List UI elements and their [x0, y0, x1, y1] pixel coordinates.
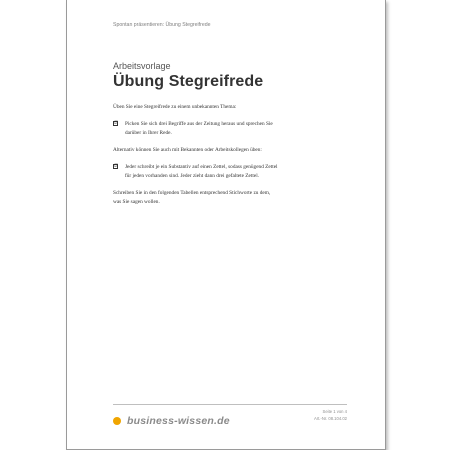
- checkbox-icon: ☑: [114, 164, 118, 169]
- logo-text: business-wissen.de: [127, 415, 230, 427]
- alternative-paragraph: Alternativ können Sie auch mit Bekannten oder Arbeitskollegen üben:: [113, 147, 262, 153]
- checklist-item-2: [113, 163, 303, 181]
- document-page: [66, 0, 386, 450]
- page-number: Seite 1 von 4: [322, 409, 347, 414]
- item-1-line-1: Picken Sie sich drei Begriffe aus der Zeitung heraus und sprechen Sie: [125, 121, 273, 127]
- document-subtitle: Arbeitsvorlage: [113, 61, 171, 71]
- article-number: Art.-Nr. 08.104.02: [313, 416, 347, 421]
- document-title: Übung Stegreifrede: [113, 73, 264, 90]
- item-2-line-2: für jeden vorhanden sind. Jeder zieht dann drei gefaltete Zettel.: [125, 173, 259, 179]
- document-body: [113, 103, 303, 215]
- page-info: [314, 408, 347, 422]
- checkbox-icon: ☑: [114, 121, 118, 126]
- closing-line-2: was Sie sagen wollen.: [113, 199, 160, 205]
- item-2-line-1: Jeder schreibt je ein Substantiv auf einen Zettel, sodass genügend Zettel: [125, 164, 278, 170]
- closing-paragraph: [113, 189, 303, 207]
- logo-dot-icon: [113, 417, 121, 425]
- running-header: Spontan präsentieren: Übung Stegreifrede: [113, 22, 211, 28]
- closing-line-1: Schreiben Sie in den folgenden Tabellen entsprechend Stichworte zu dem,: [113, 190, 271, 196]
- checklist-item-1: [113, 120, 303, 138]
- item-1-line-2: darüber in Ihrer Rede.: [125, 130, 172, 136]
- footer-divider: [113, 404, 347, 405]
- intro-paragraph: Üben Sie eine Stegreifrede zu einem unbekannten Thema:: [113, 104, 237, 110]
- brand-logo: [113, 415, 230, 427]
